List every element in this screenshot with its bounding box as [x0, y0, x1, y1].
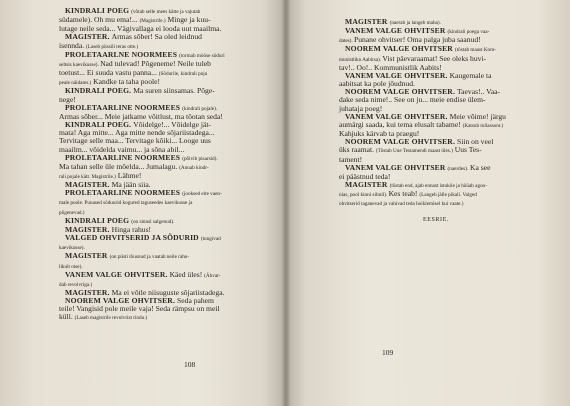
stage-direction: (tungivad: [200, 236, 221, 243]
speaker-name: MAGISTER.: [65, 288, 112, 297]
stage-direction: (Langeb jälle pikali. Valged: [419, 192, 477, 199]
stage-direction: kaevikusse).: [59, 245, 85, 252]
speaker-name: MAGISTER: [345, 179, 390, 189]
dialogue-text: toetust... Ei suuda vastu panna...: [59, 68, 159, 78]
stage-direction: (Laseb püssili teras otte.): [86, 43, 139, 50]
stage-direction: (on püsti tõusnud ja vaatab neile rahu-: [109, 254, 190, 261]
dialogue-text: aabitsat ka pole jõudnud.: [339, 79, 415, 89]
stage-direction: (on sinnsl salgenud).: [131, 218, 175, 225]
dialogue-text: Seda pahem: [177, 296, 214, 306]
speaker-name: KINDRALI POEG.: [65, 86, 134, 96]
dialogue-text: Lähme!: [115, 170, 142, 180]
dialogue-text: ei päästnud teda!: [339, 171, 391, 181]
text-line: [56, 271, 256, 280]
right-page-number: 109: [382, 348, 394, 357]
stage-direction: (Ähvar-: [204, 272, 221, 279]
stage-direction: dates).: [339, 38, 354, 45]
dialogue-text: Ma tahan selle üle mõelda... Jumalagu.: [59, 161, 180, 171]
dialogue-text: Nad tulevad! Põgeneme! Neile tuleb: [100, 58, 211, 68]
speaker-name: MAGISTER: [345, 17, 390, 26]
stage-direction: seltsis kaevikusse).: [59, 61, 101, 68]
speaker-name: NOOREM VALGE OHVITSER.: [65, 296, 178, 306]
dialogue-text: teile! Vangisid pole meile vaja! Seda rämpsu on meil: [59, 304, 220, 314]
stage-direction: munistlikn Aabitsa).: [339, 56, 383, 63]
stage-direction: (naerdes).: [447, 165, 469, 172]
speaker-name: VANEM VALGE OHVITSER.: [65, 269, 170, 279]
stage-direction: (Katsub tollassont.): [462, 122, 504, 129]
text-line: [336, 146, 536, 155]
dialogue-text: juhataja poeg!: [339, 103, 383, 113]
speaker-name: MAGISTER: [65, 251, 110, 261]
dialogue-text: Ka see: [468, 162, 491, 172]
text-line: [56, 234, 256, 243]
stage-direction: peale näidates.): [59, 80, 92, 87]
dialogue-text: Minge ja kuu-: [165, 15, 211, 25]
stage-direction: põgenevad.): [59, 209, 85, 216]
speaker-name: NOOREM VALGE OHVITSER.: [345, 87, 458, 97]
dialogue-text: Armas sõber! Sa oled leidnud: [111, 32, 202, 42]
left-page-text: [56, 7, 256, 323]
stage-direction: (Tõstab Uue Testamendi maast üles.): [375, 148, 453, 155]
text-line: [56, 305, 256, 313]
text-line: [56, 189, 256, 198]
stage-direction: (tõstab maast Kom-: [455, 47, 496, 54]
dialogue-text: tav!.. Oo!.. Kommunistlik Aabits!: [339, 62, 442, 72]
right-page-text: [336, 18, 536, 225]
speaker-name: PROLETAARLINE NOORMEES: [65, 188, 183, 198]
dialogue-text: Siin on veel: [457, 137, 494, 147]
dialogue-text: Kahjuks kärvab ta praegu!: [339, 129, 420, 139]
stage-direction: (Laseb magistrile revolvrist rindu.): [74, 315, 148, 322]
dialogue-text: Kandke ta taha poole!: [91, 77, 161, 87]
text-line: [336, 181, 536, 190]
speaker-name: KINDRALI POEG: [65, 6, 132, 15]
stage-direction: dab revolvriga.): [59, 281, 93, 288]
dialogue-text: mata! Aga mitte... Aga mitte nende sõjariistadega...: [59, 128, 215, 138]
stage-direction: (võtab selle mees kätte ja vajutab: [131, 9, 201, 15]
dialogue-text: Uus Tes-: [452, 145, 482, 155]
speaker-name: VANEM VALGE OHVITSER: [345, 26, 448, 36]
stage-direction: (naerab ja langeb maha).: [389, 20, 441, 26]
dialogue-text: Vist päevaraamat! See oleks huvi-: [382, 53, 487, 63]
speaker-name: PROLETAARLINE NOORMEES: [65, 152, 183, 162]
speaker-name: KINDRALI POEG: [65, 215, 132, 225]
stage-direction: (Magistrile.): [139, 18, 166, 25]
speaker-name: KINDRALI POEG.: [65, 120, 134, 130]
dialogue-text: Kes teab!: [388, 189, 420, 199]
speaker-name: NOOREM VALGE OHVITSER: [345, 44, 455, 54]
stage-direction: (kindrali pojale).: [182, 105, 218, 112]
text-line: [336, 216, 536, 224]
speaker-name: VANEM VALGE OHVITSER.: [345, 70, 450, 80]
stage-direction: rali pojale kätt. Magistrile.): [59, 173, 116, 180]
dialogue-text: tament!: [339, 154, 363, 164]
speaker-name: VANEM VALGE OHVITSER.: [345, 111, 450, 121]
stage-direction: likult otse).: [59, 263, 83, 270]
speaker-name: NOOREM VALGE OHVITSER.: [345, 137, 458, 147]
dialogue-text: nege!: [59, 94, 76, 104]
stage-direction: (tormab mööse söduri: [179, 52, 225, 59]
stage-direction: (Annab kindr-: [179, 164, 209, 171]
stage-direction: (põlvib pisarsid).: [182, 155, 218, 162]
dialogue-text: dake seda nime!.. See on ju... meie endise ülem-: [339, 95, 486, 105]
speaker-name: MAGISTER.: [65, 224, 112, 234]
speaker-name: MAGISTER.: [65, 32, 112, 42]
dialogue-text: Punane ohvitser! Oma palga juba saanud!: [353, 35, 481, 45]
text-line: [336, 190, 536, 199]
dialogue-text: lutage neile seda... Vägivallaga ei looda uut maailma.: [59, 24, 222, 34]
dialogue-text: Kaugemale ta: [449, 70, 492, 80]
dialogue-text: isennda.: [59, 40, 86, 50]
dialogue-text: Ma suren siinsamas. Põge-: [133, 86, 215, 96]
stage-direction: (Sõdurile, kindrali poja: [158, 71, 208, 78]
dialogue-text: Käed üles!: [169, 269, 205, 279]
stage-direction: (tõstab end, ajab ennast istukile ja hüüab agoo-: [389, 182, 487, 189]
dialogue-text: Meie võime! järgu: [449, 111, 506, 121]
stage-direction: (kindrali poega vaa-: [447, 29, 490, 36]
text-line: [56, 33, 256, 41]
text-line: [336, 199, 536, 208]
text-line: [56, 313, 256, 322]
speaker-name: VALGED OHVITSERID JA SÕDURID: [65, 233, 201, 243]
text-line: [56, 252, 256, 261]
speaker-name: VANEM VALGE OHVITSER: [345, 162, 448, 172]
dialogue-text: Hinga rahus!: [111, 224, 152, 234]
speaker-name: MAGISTER.: [65, 180, 112, 190]
stage-direction: (jooksed eite vaen-: [182, 191, 222, 198]
dialogue-text: küll.: [59, 312, 75, 322]
dialogue-text: maailm... võidelda vaimu... ja sõna abil...: [59, 144, 185, 154]
dialogue-text: Armas sõber... Meie jatkame võitlust, ma tõotan seda!: [59, 111, 223, 121]
dialogue-text: Ma jään siia.: [111, 180, 151, 190]
text-line: [56, 163, 256, 172]
dialogue-text: aumärgi saada, kui tema elusalt tabame!: [339, 119, 463, 129]
text-line: [56, 87, 256, 95]
book-gutter: [281, 0, 291, 406]
dialogue-text: Tervitage selle maa... Tervitage kõiki... Looge uus: [59, 136, 211, 146]
speaker-name: PROLETAARLNE NOORMEES: [65, 49, 180, 59]
dialogue-text: Võidelge!... Võidelge jät-: [133, 120, 211, 130]
stage-direction: male poole. Punased söduurid kogured taguseedes kaevikusse ja: [59, 200, 193, 207]
text-line: [56, 198, 256, 207]
dialogue-text: Taevas!.. Vaa-: [457, 87, 501, 97]
stage-direction: ohvitserid taganevad ja vahivad teda hoiklemisel kui vaate.): [339, 201, 464, 208]
stage-direction: nias, pool kinni silmil).: [339, 192, 389, 199]
left-page-number: 108: [184, 360, 196, 369]
end-marker: EESRIE.: [422, 217, 450, 224]
speaker-name: PROLETAARLINE NOORMEES: [65, 102, 183, 112]
dialogue-text: Ma ei võtle niisuguste sõjariistadega.: [111, 288, 225, 297]
right-page: [286, 0, 570, 406]
dialogue-text: üks raamat.: [339, 145, 376, 155]
dialogue-text: südamele). Oh mu ema!...: [59, 15, 140, 25]
